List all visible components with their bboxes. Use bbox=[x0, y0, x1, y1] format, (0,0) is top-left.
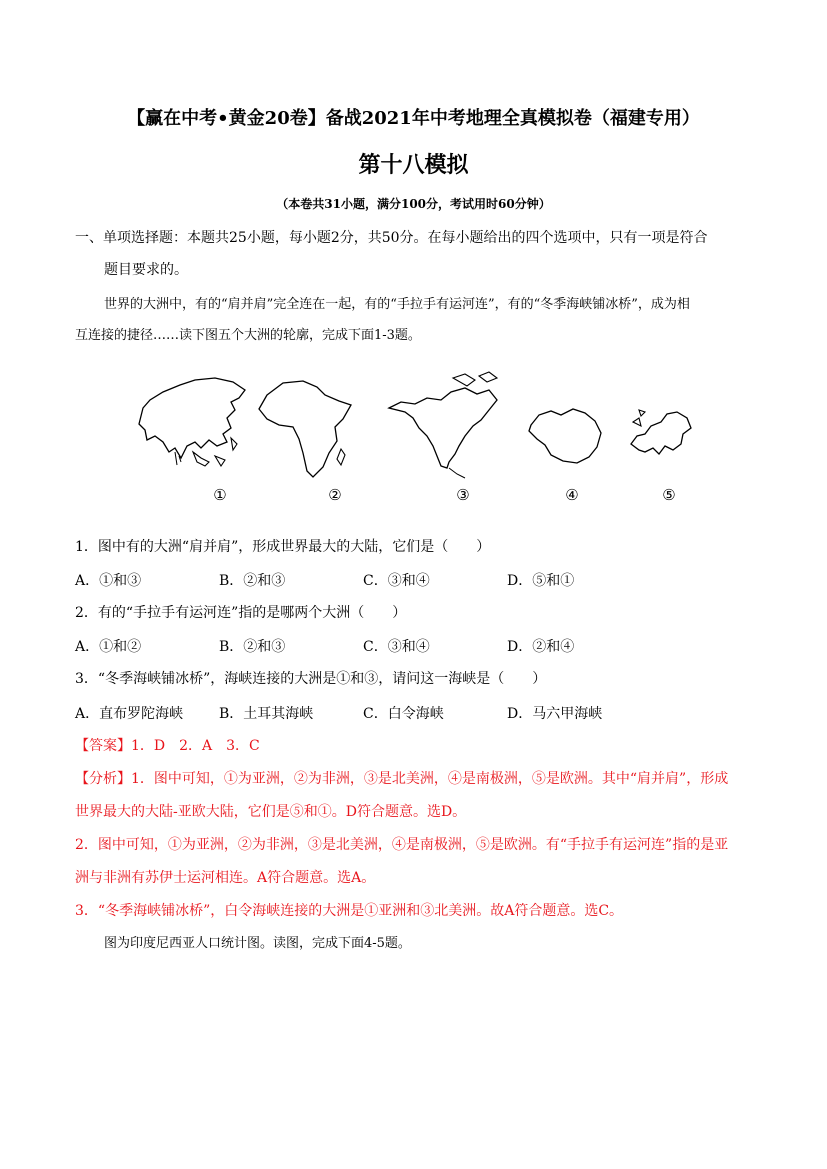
intro-line2: 互连接的捷径……读下图五个大洲的轮廓，完成下面1-3题。 bbox=[75, 328, 421, 343]
europe-outline bbox=[625, 408, 695, 462]
question-2-stem: 2．有的“手拉手有运河连”指的是哪两个大洲（ ） bbox=[75, 605, 407, 621]
question-3-option-d: D．马六甲海峡 bbox=[507, 706, 603, 722]
next-question-intro: 图为印度尼西亚人口统计图。读图，完成下面4-5题。 bbox=[104, 936, 411, 951]
antarctica-outline bbox=[525, 405, 605, 467]
analysis-line4: 洲与非洲有苏伊士运河相连。A符合题意。选A。 bbox=[75, 870, 376, 886]
map-label-4: ④ bbox=[565, 486, 579, 504]
analysis-line1: 【分析】1．图中可知，①为亚洲，②为非洲，③是北美洲，④是南极洲，⑤是欧洲。其中“肩并肩”，形成 bbox=[75, 771, 729, 787]
section-heading-line2: 题目要求的。 bbox=[104, 262, 188, 278]
answer-line: 【答案】1．D 2．A 3．C bbox=[75, 738, 260, 754]
question-3-option-b: B．土耳其海峡 bbox=[219, 706, 314, 722]
question-1-option-c: C．③和④ bbox=[363, 573, 430, 589]
intro-line1: 世界的大洲中，有的“肩并肩”完全连在一起，有的“手拉手有运河连”，有的“冬季海峡铺冰桥”，成为相 bbox=[104, 297, 690, 312]
document-title: 【赢在中考•黄金20卷】备战2021年中考地理全真模拟卷（福建专用） bbox=[127, 108, 700, 129]
question-1-option-d: D．⑤和① bbox=[507, 573, 575, 589]
question-2-option-d: D．②和④ bbox=[507, 639, 575, 655]
exam-note: （本卷共31小题，满分100分，考试用时60分钟） bbox=[276, 197, 551, 211]
analysis-line5: 3．“冬季海峡铺冰桥”，白令海峡连接的大洲是①亚洲和③北美洲。故A符合题意。选C。 bbox=[75, 903, 624, 919]
continent-outlines-figure bbox=[135, 370, 715, 510]
question-3-option-c: C．白令海峡 bbox=[363, 706, 444, 722]
question-1-option-a: A．①和③ bbox=[75, 573, 142, 589]
asia-outline bbox=[135, 370, 250, 480]
question-1-stem: 1．图中有的大洲“肩并肩”，形成世界最大的大陆，它们是（ ） bbox=[75, 539, 491, 555]
question-3-stem: 3．“冬季海峡铺冰桥”，海峡连接的大洲是①和③，请问这一海峡是（ ） bbox=[75, 671, 547, 687]
map-label-1: ① bbox=[213, 486, 227, 504]
africa-outline bbox=[255, 375, 355, 485]
map-label-3: ③ bbox=[456, 486, 470, 504]
question-2-option-c: C．③和④ bbox=[363, 639, 430, 655]
map-label-2: ② bbox=[328, 486, 342, 504]
question-2-option-a: A．①和② bbox=[75, 639, 142, 655]
section-heading-line1: 一、单项选择题：本题共25小题，每小题2分，共50分。在每小题给出的四个选项中，只有一项是符合 bbox=[75, 230, 708, 246]
analysis-line2: 世界最大的大陆-亚欧大陆，它们是⑤和①。D符合题意。选D。 bbox=[75, 804, 467, 820]
question-3-option-a: A．直布罗陀海峡 bbox=[75, 706, 184, 722]
map-label-5: ⑤ bbox=[662, 486, 676, 504]
question-2-option-b: B．②和③ bbox=[219, 639, 286, 655]
north-america-outline bbox=[385, 370, 505, 485]
analysis-line3: 2．图中可知，①为亚洲，②为非洲，③是北美洲，④是南极洲，⑤是欧洲。有“手拉手有运河连”指的是亚 bbox=[75, 837, 729, 853]
document-subtitle: 第十八模拟 bbox=[358, 152, 469, 178]
question-1-option-b: B．②和③ bbox=[219, 573, 286, 589]
